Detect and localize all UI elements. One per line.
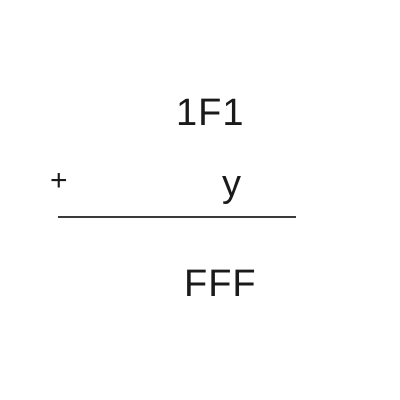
unknown-addend: y <box>222 163 242 205</box>
sum-line <box>58 216 296 218</box>
plus-sign: + <box>50 164 69 197</box>
sum-result: FFF <box>184 263 257 305</box>
top-addend: 1F1 <box>176 92 245 134</box>
